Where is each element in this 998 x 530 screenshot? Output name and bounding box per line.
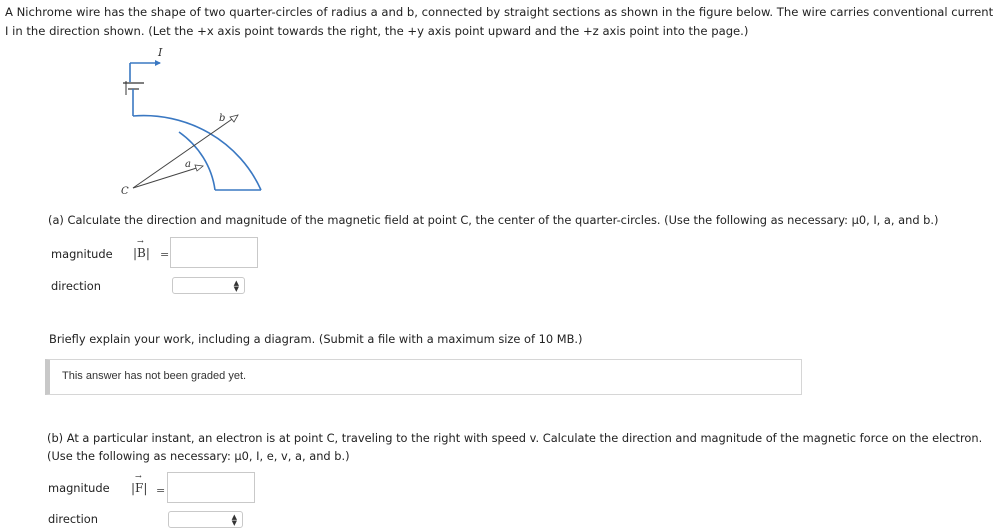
part-a-prompt: (a) Calculate the direction and magnitude of the magnetic field at point C, the center of the quarter-circles. (Use the following as necessary: μ0, I, a, and b.) — [48, 213, 939, 227]
select-arrows-icon: ▲ ▼ — [231, 513, 237, 527]
current-arrow — [155, 60, 161, 66]
part-b-prompt-line1: (b) At a particular instant, an electron is at point C, traveling to the right with speed v. Calculate the direction and magnitude of the magnetic force on the electron. — [47, 431, 983, 445]
problem-intro: A Nichrome wire has the shape of two quarter-circles of radius a and b, connected by straight sections as shown in the figure below. The wire carries conventional current I in the direction shown. (Let the +x axis point towards the right, the +y axis point upward and the +z axis point into the page.) — [5, 5, 994, 38]
part-a-symbol: |→ B| — [133, 246, 150, 260]
vector-a-head — [195, 165, 203, 171]
f-vector-symbol: → F — [135, 481, 143, 495]
part-b-equals: = — [156, 484, 166, 497]
part-a-magnitude-input[interactable] — [170, 237, 258, 268]
part-a-direction-label: direction — [51, 279, 101, 293]
vector-b-head — [230, 115, 238, 122]
graded-status-box — [45, 359, 802, 395]
part-b-symbol: |→ F| — [131, 481, 147, 495]
part-a-equals: = — [160, 248, 170, 261]
part-b-direction-label: direction — [48, 512, 98, 526]
part-a-magnitude-label: magnitude — [51, 247, 113, 261]
current-label: I — [158, 46, 163, 59]
label-c: C — [121, 186, 129, 197]
part-a-direction-select[interactable] — [172, 277, 245, 294]
select-arrows-icon: ▲ ▼ — [233, 279, 239, 293]
graded-status-text: This answer has not been graded yet. — [62, 370, 247, 382]
part-b-prompt-line2: (Use the following as necessary: μ0, I, e, v, a, and b.) — [47, 449, 350, 463]
b-vector-symbol: → B — [137, 246, 146, 260]
part-b-magnitude-input[interactable] — [167, 472, 255, 503]
vector-a — [133, 166, 203, 188]
explain-prompt: Briefly explain your work, including a diagram. (Submit a file with a maximum size of 10 MB.) — [49, 332, 583, 346]
part-b-magnitude-label: magnitude — [48, 481, 110, 495]
label-a: a — [185, 159, 191, 170]
wire-figure — [115, 44, 285, 199]
part-b-direction-select[interactable] — [168, 511, 243, 528]
vector-b — [133, 115, 238, 188]
label-b: b — [219, 113, 226, 124]
arc-b — [133, 116, 261, 190]
